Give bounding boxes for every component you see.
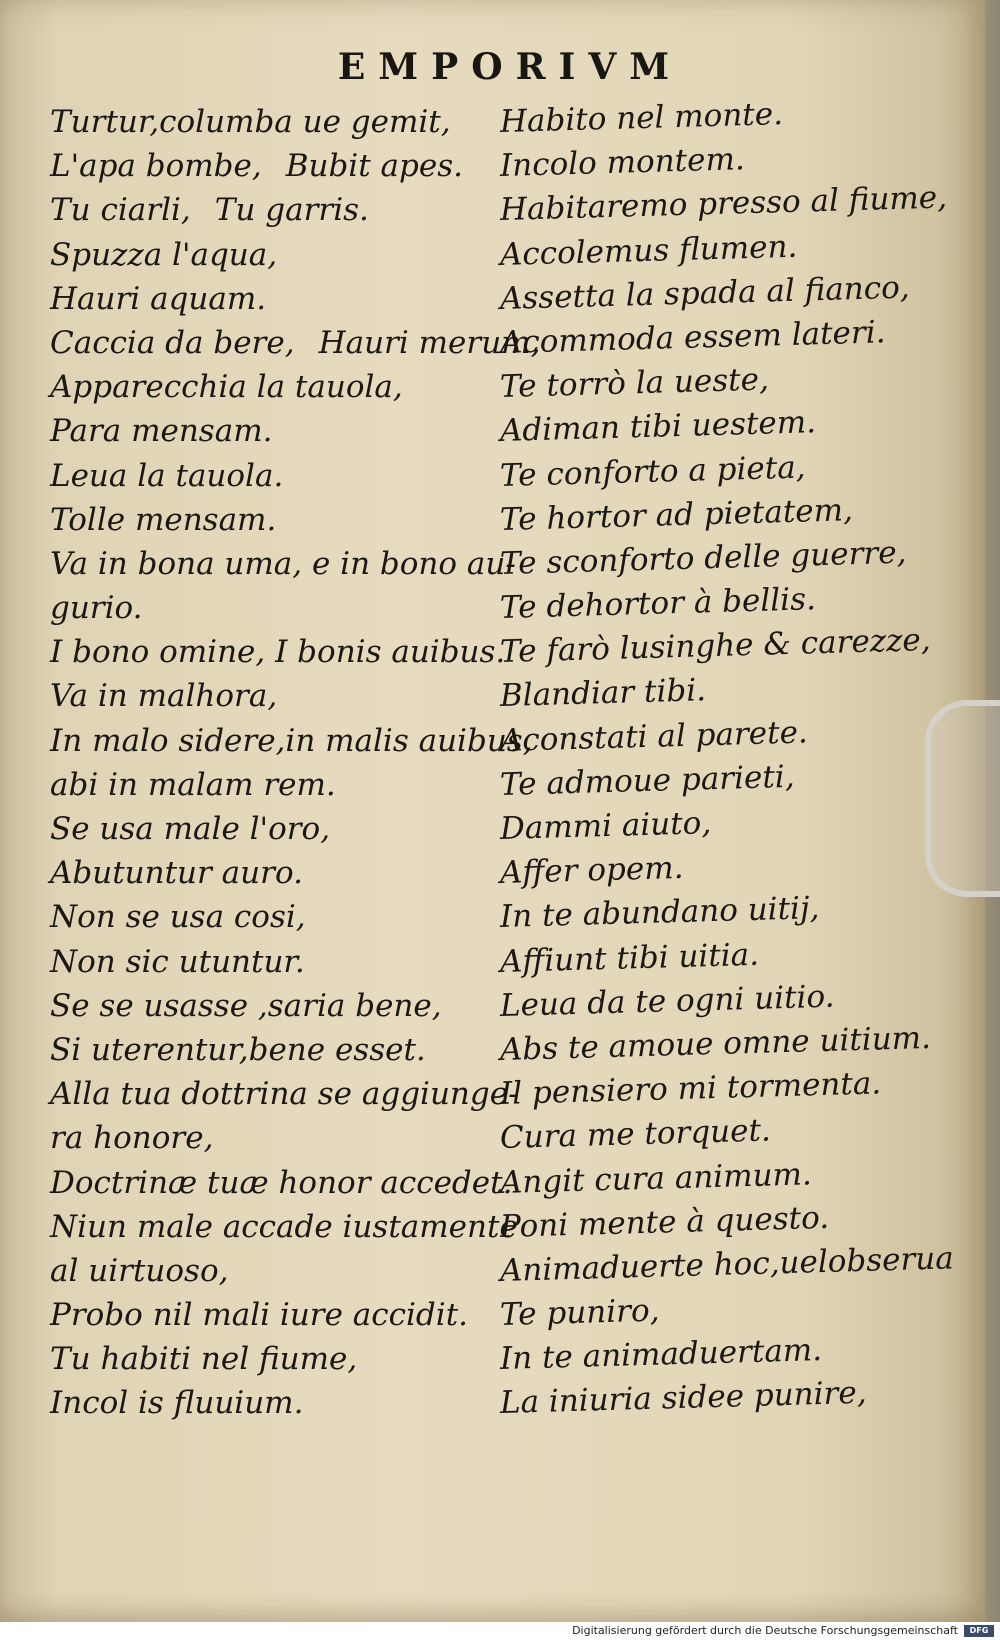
- phrase: Apparecchia la tauola,: [50, 369, 403, 406]
- phrase: Cura me torquet.: [499, 1112, 772, 1157]
- text-line: [50, 630, 506, 674]
- phrase: Si uterentur,bene esset.: [50, 1031, 426, 1068]
- phrase: Se usa male l'oro,: [50, 811, 331, 847]
- text-line: [50, 1337, 490, 1381]
- phrase: Probo nil mali iure accidit.: [50, 1297, 469, 1334]
- running-title: EMPORIVM: [337, 46, 683, 88]
- phrase: Te farò lusinghe & carezze,: [499, 622, 932, 671]
- phrase: Blandiar tibi.: [499, 672, 707, 715]
- phrase: Affer opem.: [499, 850, 684, 892]
- text-line: [50, 277, 490, 321]
- phrase: Non sic utuntur.: [50, 943, 305, 980]
- phrase: Tu ciarli,: [50, 192, 191, 229]
- phrase: ra honore,: [50, 1120, 214, 1157]
- phrase-translation: Bubit apes.: [285, 148, 463, 185]
- text-line: [50, 498, 490, 542]
- left-column-italian-latin: [50, 100, 541, 1426]
- phrase: Accolemus flumen.: [499, 228, 798, 273]
- text-line: [50, 763, 490, 807]
- text-line: [50, 188, 490, 232]
- phrase: Tolle mensam.: [50, 501, 277, 538]
- phrase: Tu habiti nel fiume,: [50, 1341, 358, 1378]
- phrase: L'apa bombe,: [50, 148, 262, 185]
- phrase: Habitaremo presso al fiume,: [499, 179, 948, 229]
- phrase: Te admoue parieti,: [499, 758, 796, 803]
- text-line: [50, 851, 490, 895]
- text-line: [50, 542, 516, 586]
- phrase: Va in bona uma, e in bono au-: [50, 545, 516, 582]
- phrase: Abutuntur auro.: [50, 855, 303, 892]
- phrase: Incolo montem.: [499, 141, 746, 185]
- text-line: [50, 586, 490, 630]
- text-line: [50, 1249, 490, 1293]
- page-clip: [925, 700, 1000, 897]
- phrase: Se se usasse ,saria bene,: [50, 987, 442, 1024]
- phrase: Niun male accade iustamente: [50, 1208, 518, 1245]
- phrase: Leua la tauola.: [50, 457, 284, 494]
- phrase: Acommoda essem lateri.: [499, 314, 886, 361]
- phrase: Te sconforto delle guerre,: [499, 534, 907, 582]
- phrase: Hauri aquam.: [50, 280, 267, 317]
- phrase: Aconstati al parete.: [499, 714, 809, 759]
- phrase: Te conforto a pieta,: [499, 448, 807, 494]
- right-column-italian-latin: [499, 96, 955, 1426]
- text-line: [50, 365, 490, 409]
- phrase: Habito nel monte.: [499, 96, 784, 140]
- phrase: Leua da te ogni uitio.: [499, 978, 835, 1024]
- phrase: Assetta la spada al fianco,: [499, 269, 911, 317]
- phrase: Doctrinæ tuæ honor accedet.: [50, 1164, 513, 1201]
- phrase: Te torrò la ueste,: [499, 361, 770, 406]
- phrase: Animaduerte hoc,uelobserua: [499, 1240, 955, 1289]
- text-line: [50, 100, 490, 144]
- text-line: [50, 321, 541, 365]
- phrase: Dammi aiuto,: [499, 805, 712, 847]
- text-line: [50, 454, 490, 498]
- phrase: Non se usa cosi,: [50, 899, 306, 936]
- phrase: Adiman tibi uestem.: [499, 404, 817, 450]
- phrase: In malo sidere,in malis auibus,: [50, 722, 533, 759]
- phrase: Te dehortor à bellis.: [499, 581, 817, 627]
- phrase-translation: Hauri merum,: [318, 324, 541, 361]
- footer-credit: Digitalisierung gefördert durch die Deutsche Forschungsgemeinschaft: [572, 1624, 958, 1637]
- text-line: [50, 409, 490, 453]
- phrase: Turtur,columba ue gemit,: [50, 104, 451, 140]
- phrase: Caccia da bere,: [50, 324, 295, 361]
- text-line: [50, 1028, 490, 1072]
- phrase: In te animaduertam.: [499, 1332, 823, 1378]
- text-line: [50, 719, 533, 763]
- phrase: Te hortor ad pietatem,: [499, 491, 854, 538]
- phrase: Incol is fluuium.: [50, 1385, 304, 1422]
- text-line: [50, 1381, 490, 1425]
- phrase: Va in malhora,: [50, 678, 278, 715]
- phrase: Spuzza l'aqua,: [50, 236, 278, 273]
- phrase: Para mensam.: [50, 413, 273, 450]
- text-line: [50, 1161, 513, 1205]
- phrase: Affiunt tibi uitia.: [499, 936, 760, 980]
- phrase: La iniuria sidee punire,: [499, 1375, 868, 1422]
- phrase-translation: Tu garris.: [214, 192, 369, 229]
- phrase: Alla tua dottrina se aggiunge-: [50, 1076, 519, 1113]
- text-line: [50, 1072, 519, 1116]
- phrase: Poni mente à questo.: [499, 1199, 830, 1245]
- text-line: [50, 233, 490, 277]
- text-line: [499, 1370, 900, 1425]
- phrase: abi in malam rem.: [50, 766, 336, 803]
- text-line: [50, 895, 490, 939]
- text-line: [50, 807, 490, 851]
- text-line: [50, 144, 490, 188]
- phrase: Il pensiero mi tormenta.: [499, 1065, 882, 1113]
- dfg-logo-icon: DFG: [964, 1625, 994, 1637]
- phrase: Abs te amoue omne uitium.: [499, 1019, 932, 1068]
- text-line: [50, 1116, 490, 1160]
- text-line: [50, 674, 490, 718]
- text-line: [50, 1293, 490, 1337]
- phrase: Angit cura animum.: [499, 1155, 813, 1201]
- text-line: [50, 940, 490, 984]
- phrase: al uirtuoso,: [50, 1252, 229, 1289]
- digitization-footer: [0, 1622, 1000, 1640]
- phrase: Te puniro,: [499, 1292, 660, 1334]
- phrase: In te abundano uitij,: [499, 890, 820, 936]
- text-line: [50, 1205, 518, 1249]
- phrase: gurio.: [50, 590, 143, 627]
- phrase: I bono omine, I bonis auibus.: [50, 634, 506, 671]
- text-line: [50, 984, 490, 1028]
